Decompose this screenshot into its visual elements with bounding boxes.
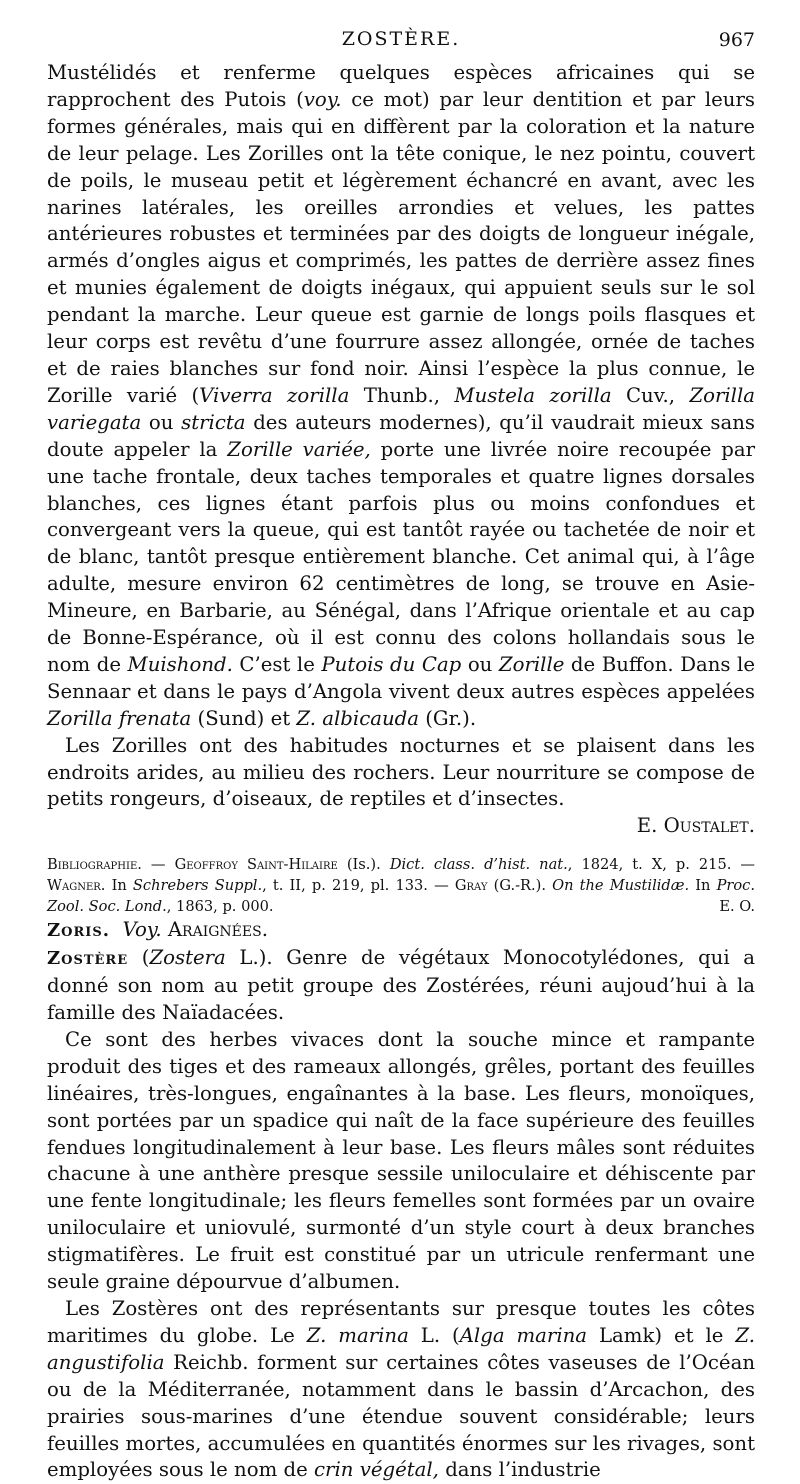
running-title: ZOSTÈRE. (341, 28, 461, 50)
page-header (47, 28, 755, 58)
zorille-paragraph-1: Mustélidés et renferme quelques espèces africaines qui se rapprochent des Putois (voy. ce mot) par leur dentition et par leurs formes générales, mais qui en diffèrent par la coloration et la nature de leur pelage. Les Zorilles ont la tête conique, le nez pointu, couvert de poils, le museau petit et légèrement échancré en avant, avec les narines latérales, les oreilles arrondies et velues, les pattes antérieures robustes et terminées par des doigts de longueur inégale, armés d’ongles aigus et comprimés, les pattes de derrière assez fines et munies également de doigts inégaux, qui appuient seuls sur le sol pendant la marche. Leur queue est garnie de longs poils flasques et leur corps est revêtu d’une fourrure assez allongée, ornée de taches et de raies blanches sur fond noir. Ainsi l’espèce la plus connue, le Zorille varié (Viverra zorilla Thunb., Mustela zorilla Cuv., Zorilla variegata ou stricta des auteurs modernes), qu’il vaudrait mieux sans doute appeler la Zorille variée, porte une livrée noire recoupée par une tache frontale, deux taches temporales et quatre lignes dorsales blanches, ces lignes étant parfois plus ou moins confondues et convergeant vers la queue, qui est tantôt rayée ou tachetée de noir et de blanc, tantôt presque entièrement blanche. Cet animal qui, à l’âge adulte, mesure environ 62 centimètres de long, se trouve en Asie-Mineure, en Barbarie, au Sénégal, dans l’Afrique orientale et au cap de Bonne-Espérance, où il est connu des colons hollandais sous le nom de Muishond. C’est le Putois du Cap ou Zorille de Buffon. Dans le Sennaar et dans le pays d’Angola vivent deux autres espèces appelées Zorilla frenata (Sund) et Z. albicauda (Gr.). (47, 61, 756, 730)
author-signature: E. Oustalet. (636, 814, 755, 838)
bibliography-signature: E. O. (719, 898, 755, 916)
zoris-entry: Zoris. Voy. Araignées. (47, 918, 268, 942)
bibliography: Bibliographie. — Geoffroy Saint-Hilaire (Is.). Dict. class. d’hist. nat., 1824, t. X, p. 215. — Wagner. In Schrebers Suppl., t. II, p. 219, pl. 133. — Gray (G.-R.). On the Mustilidæ. In Proc. Zool. Soc. Lond., 1863, p. 000. E. O. (47, 856, 756, 916)
page-number: 967 (718, 29, 755, 51)
zostere-paragraph-1: Zostère (Zostera L.). Genre de végétaux Monocotylédones, qui a donné son nom au petit groupe des Zostérées, réuni aujoud’hui à la famille des Naïadacées. (47, 946, 755, 1024)
zorille-paragraph-2: Les Zorilles ont des habitudes nocturnes et se plaisent dans les endroits arides, au milieu des rochers. Leur nourriture se compose de petits rongeurs, d’oiseaux, de reptiles et d’insectes. E. Oustalet. (47, 733, 755, 841)
zostere-paragraph-3: Les Zostères ont des représentants sur presque toutes les côtes maritimes du globe. Le Z. marina L. (Alga marina Lamk) et le Z. angustifolia Reichb. forment sur certaines côtes vaseuses de l’Océan ou de la Méditerranée, notamment dans le bassin d’Arcachon, des prairies sous-marines d’une étendue souvent considérable; leurs feuilles mortes, accumulées en quantités énormes sur les rivages, sont employées sous le nom de crin végétal, dans l’industrie (47, 1296, 755, 1482)
zostere-paragraph-2: Ce sont des herbes vivaces dont la souche mince et rampante produit des tiges et des rameaux allongés, grêles, portant des feuilles linéaires, très-longues, engaînantes à la base. Les fleurs, monoïques, sont portées par un spadice qui naît de la face supérieure des feuilles fendues longitudinalement à leur base. Les fleurs mâles sont réduites chacune à une anthère presque sessile uniloculaire et déhiscente par une fente longitudinale; les fleurs femelles sont formées par un ovaire uniloculaire et uniovulé, surmonté d’un style court à deux branches stigmatifères. Le fruit est constitué par un utricule renfermant une seule graine dépourvue d’albumen. (47, 1027, 755, 1294)
headword-zoris: Zoris. (47, 920, 111, 942)
headword-zostere: Zostère (47, 948, 129, 970)
body-text (47, 60, 755, 1484)
crossref-target: Araignées. (167, 918, 268, 942)
